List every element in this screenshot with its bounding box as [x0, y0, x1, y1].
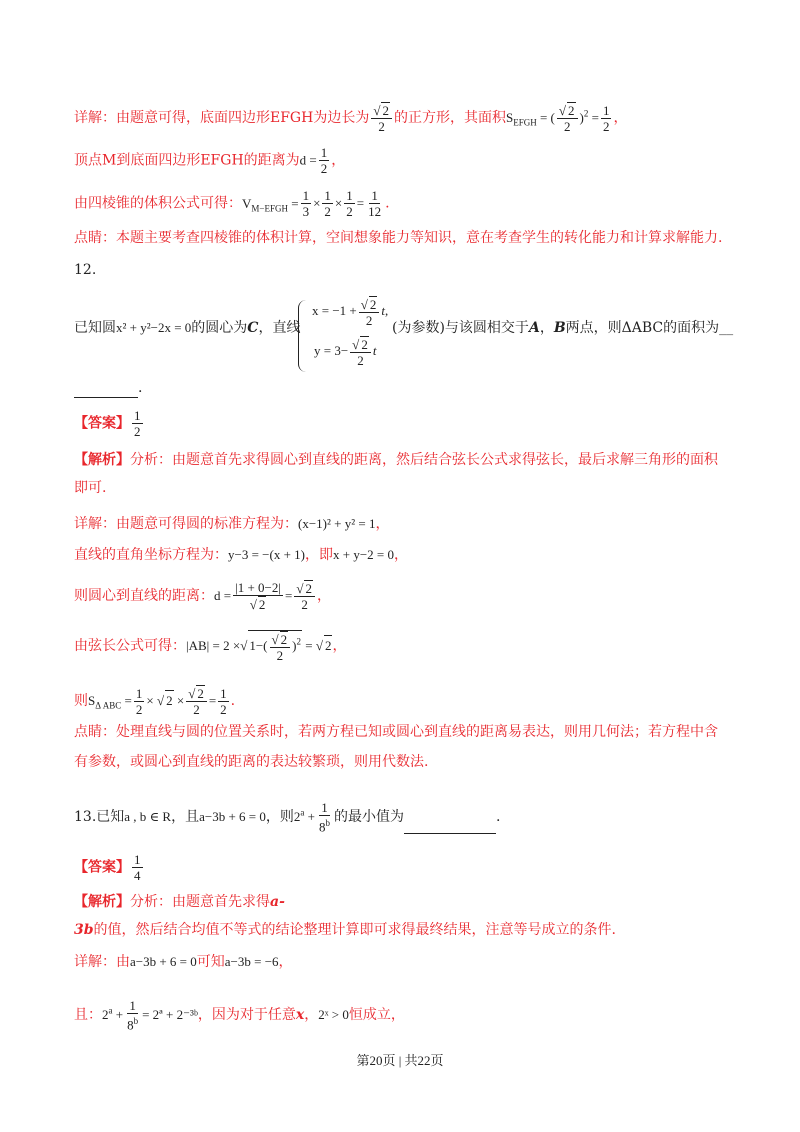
detail-12-chord: 由弦长公式可得：|AB| = 2 ×√ 1−( $\frac{√ 2}{2}$ )$^2$ = √ 2， — [74, 632, 347, 663]
detail-13-line1: 详解：由a−3b + 6 = 0可知a−3b = −6， — [74, 954, 293, 970]
analysis-13-line1: 【解析】分析：由题意首先求得a- — [74, 894, 285, 910]
detail-text: 顶点M到底面四边形EFGH的距离为 — [74, 152, 300, 169]
system-eq-2: y = 3− $\frac{√ 2}{2}$ t — [314, 337, 377, 368]
fraction-sqrt2-over-2: $\frac{√ 2}{2}$ — [371, 102, 392, 134]
detail-line-distance: 顶点M到底面四边形EFGH的距离为d = $\frac{1}{2}$ ， — [74, 145, 346, 176]
detail-13-line2: 且：$2^a$ + $\frac{1}{8^b}$ = 2ª + 2⁻³ᵇ，因为对于任意x，2ˣ > 0恒成立， — [74, 998, 405, 1033]
subscript-efgh: EFGH — [513, 117, 537, 128]
answer-fraction-1-2: $\frac{1}{2}$ — [134, 408, 141, 439]
answer-blank-12: . — [74, 378, 142, 398]
note-12-line1: 点睛：处理直线与圆的位置关系时，若两方程已知或圆心到直线的距离易表达，则用几何法；若方程中含 — [74, 724, 718, 740]
question-13-text: 13.已知a , b ∈ R，且a−3b + 6 = 0，则$2^a$ + $\frac{1}{8^b}$ 的最小值为 . — [74, 800, 501, 835]
system-brace — [298, 300, 309, 372]
circle-equation: x² + y²−2x = 0 — [116, 320, 192, 335]
detail-line-volume: 由四棱锥的体积公式可得：$V_{M-EFGH}$ = $\frac{1}{3}$ × $\frac{1}{2}$ × $\frac{1}{2}$ = $\frac{1}{12}$ . — [74, 188, 390, 219]
detail-text-mid: 的正方形，其面积 — [393, 110, 506, 126]
detail-text: 由四棱锥的体积公式可得： — [74, 195, 242, 212]
note-line: 点睛：本题主要考查四棱锥的体积计算，空间想象能力等知识，意在考查学生的转化能力和计算求解能力. — [74, 230, 723, 246]
system-eq-1: x = −1 + $\frac{√ 2}{2}$ t, — [312, 297, 389, 328]
detail-line-square-area: 详解：由题意可得，底面四边形EFGH为边长为 $\frac{√ 2}{2}$ 的正方形，其面积$S_{EFGH}$ = ( $\frac{√ 2}{2}$ )$^2$ = $\frac{1}{2}$ ， — [74, 102, 628, 134]
analysis-12-line2: 即可. — [74, 480, 107, 496]
question-12-text-right: (为参数)与该圆相交于A，B两点，则ΔABC的面积为__ — [392, 320, 734, 336]
detail-12-line: 直线的直角坐标方程为：y−3 = −(x + 1)，即x + y−2 = 0， — [74, 547, 408, 563]
page-footer: 第20页 | 共22页 — [356, 1053, 444, 1068]
question-12-text: 已知圆x² + y²−2x = 0的圆心为C，直线 — [74, 320, 301, 336]
analysis-12-line1: 【解析】分析：由题意首先求得圆心到直线的距离，然后结合弦长公式求得弦长，最后求解三角形的面积 — [74, 452, 718, 468]
detail-text: 详解：由题意可得，底面四边形EFGH为边长为 — [74, 110, 370, 126]
analysis-13-line2: 3b的值，然后结合均值不等式的结论整理计算即可求得最终结果，注意等号成立的条件. — [74, 922, 616, 938]
detail-12-circle: 详解：由题意可得圆的标准方程为：(x−1)² + y² = 1， — [74, 516, 390, 532]
answer-12: 【答案】 $\frac{1}{2}$ — [74, 408, 141, 439]
detail-12-area: 则$S_{\Delta ABC}$ = $\frac{1}{2}$ × √ 2 × $\frac{√ 2}{2}$ = $\frac{1}{2}$ . — [74, 685, 236, 717]
question-12-number: 12. — [74, 262, 97, 278]
note-12-line2: 有参数，或圆心到直线的距离的表达较繁琐，则用代数法. — [74, 754, 429, 770]
detail-12-distance: 则圆心到直线的距离：d = $\frac{|1 + 0-2|}{√ 2}$ = $\frac{√ 2}{2}$ ， — [74, 580, 331, 612]
answer-13: 【答案】 $\frac{1}{4}$ — [74, 852, 141, 883]
answer-fraction-1-4: $\frac{1}{4}$ — [134, 852, 141, 883]
